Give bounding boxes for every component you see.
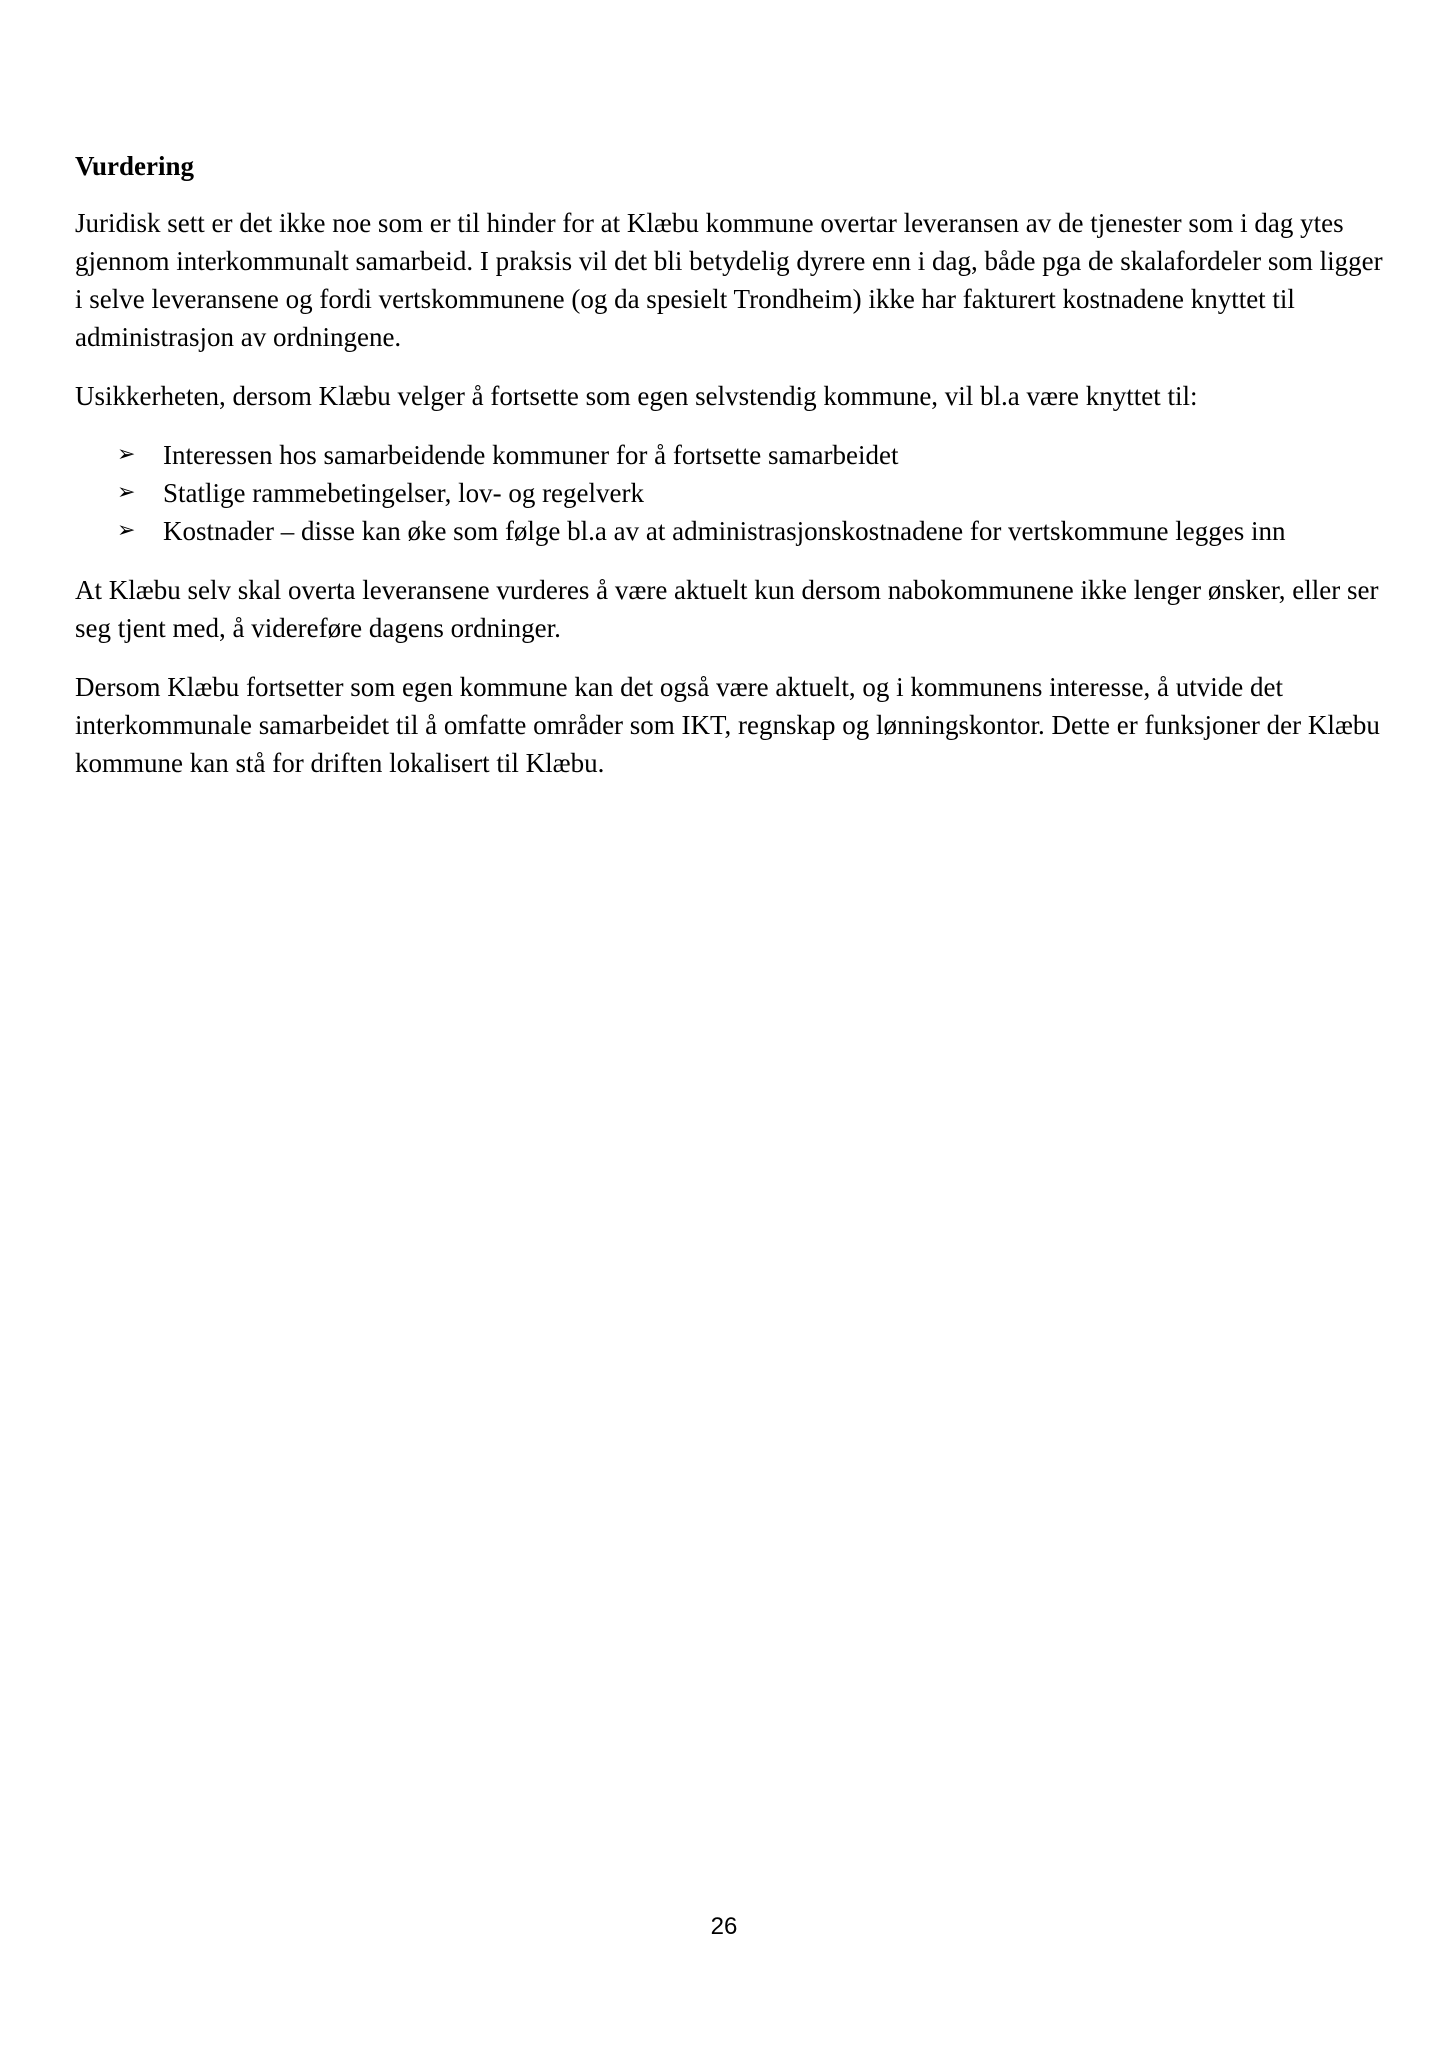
uncertainty-bullet-list [75, 436, 1395, 550]
paragraph-takeover-condition: At Klæbu selv skal overta leveransene vurderes å være aktuelt kun dersom nabokommunene ikke lenger ønsker, eller ser seg tjent med, å videreføre dagens ordninger. [75, 575, 1379, 643]
list-item-text: Kostnader – disse kan øke som følge bl.a av at administrasjonskostnadene for vertskommune legges inn [163, 516, 1286, 546]
list-item [75, 474, 1395, 512]
page-number: 26 [710, 1913, 738, 1940]
paragraph-uncertainty-intro: Usikkerheten, dersom Klæbu velger å fortsette som egen selvstendig kommune, vil bl.a være knyttet til: [75, 381, 1198, 411]
list-item [75, 512, 1395, 550]
list-item-text: Statlige rammebetingelser, lov- og regelverk [163, 478, 645, 508]
arrowhead-bullet-icon: ➢ [117, 480, 136, 505]
page-content [75, 150, 1395, 803]
section-heading: Vurdering [75, 151, 195, 181]
paragraph-expand-cooperation: Dersom Klæbu fortsetter som egen kommune kan det også være aktuelt, og i kommunens interesse, å utvide det interkommunale samarbeidet til å omfatte områder som IKT, regnskap og lønningskontor. Dette er funksjoner der Klæbu kommune kan stå for driften lokalisert til Klæbu. [75, 672, 1380, 778]
list-item-text: Interessen hos samarbeidende kommuner for å fortsette samarbeidet [163, 440, 899, 470]
arrowhead-bullet-icon: ➢ [117, 518, 136, 543]
arrowhead-bullet-icon: ➢ [117, 442, 136, 467]
paragraph-legal-assessment: Juridisk sett er det ikke noe som er til hinder for at Klæbu kommune overtar leveransen av de tjenester som i dag ytes gjennom interkommunalt samarbeid. I praksis vil det bli betydelig dyrere enn i dag, både pga de skalafordeler som ligger i selve leveransene og fordi vertskommunene (og da spesielt Trondheim) ikke har fakturert kostnadene knyttet til administrasjon av ordningene. [75, 208, 1383, 352]
list-item [75, 436, 1395, 474]
